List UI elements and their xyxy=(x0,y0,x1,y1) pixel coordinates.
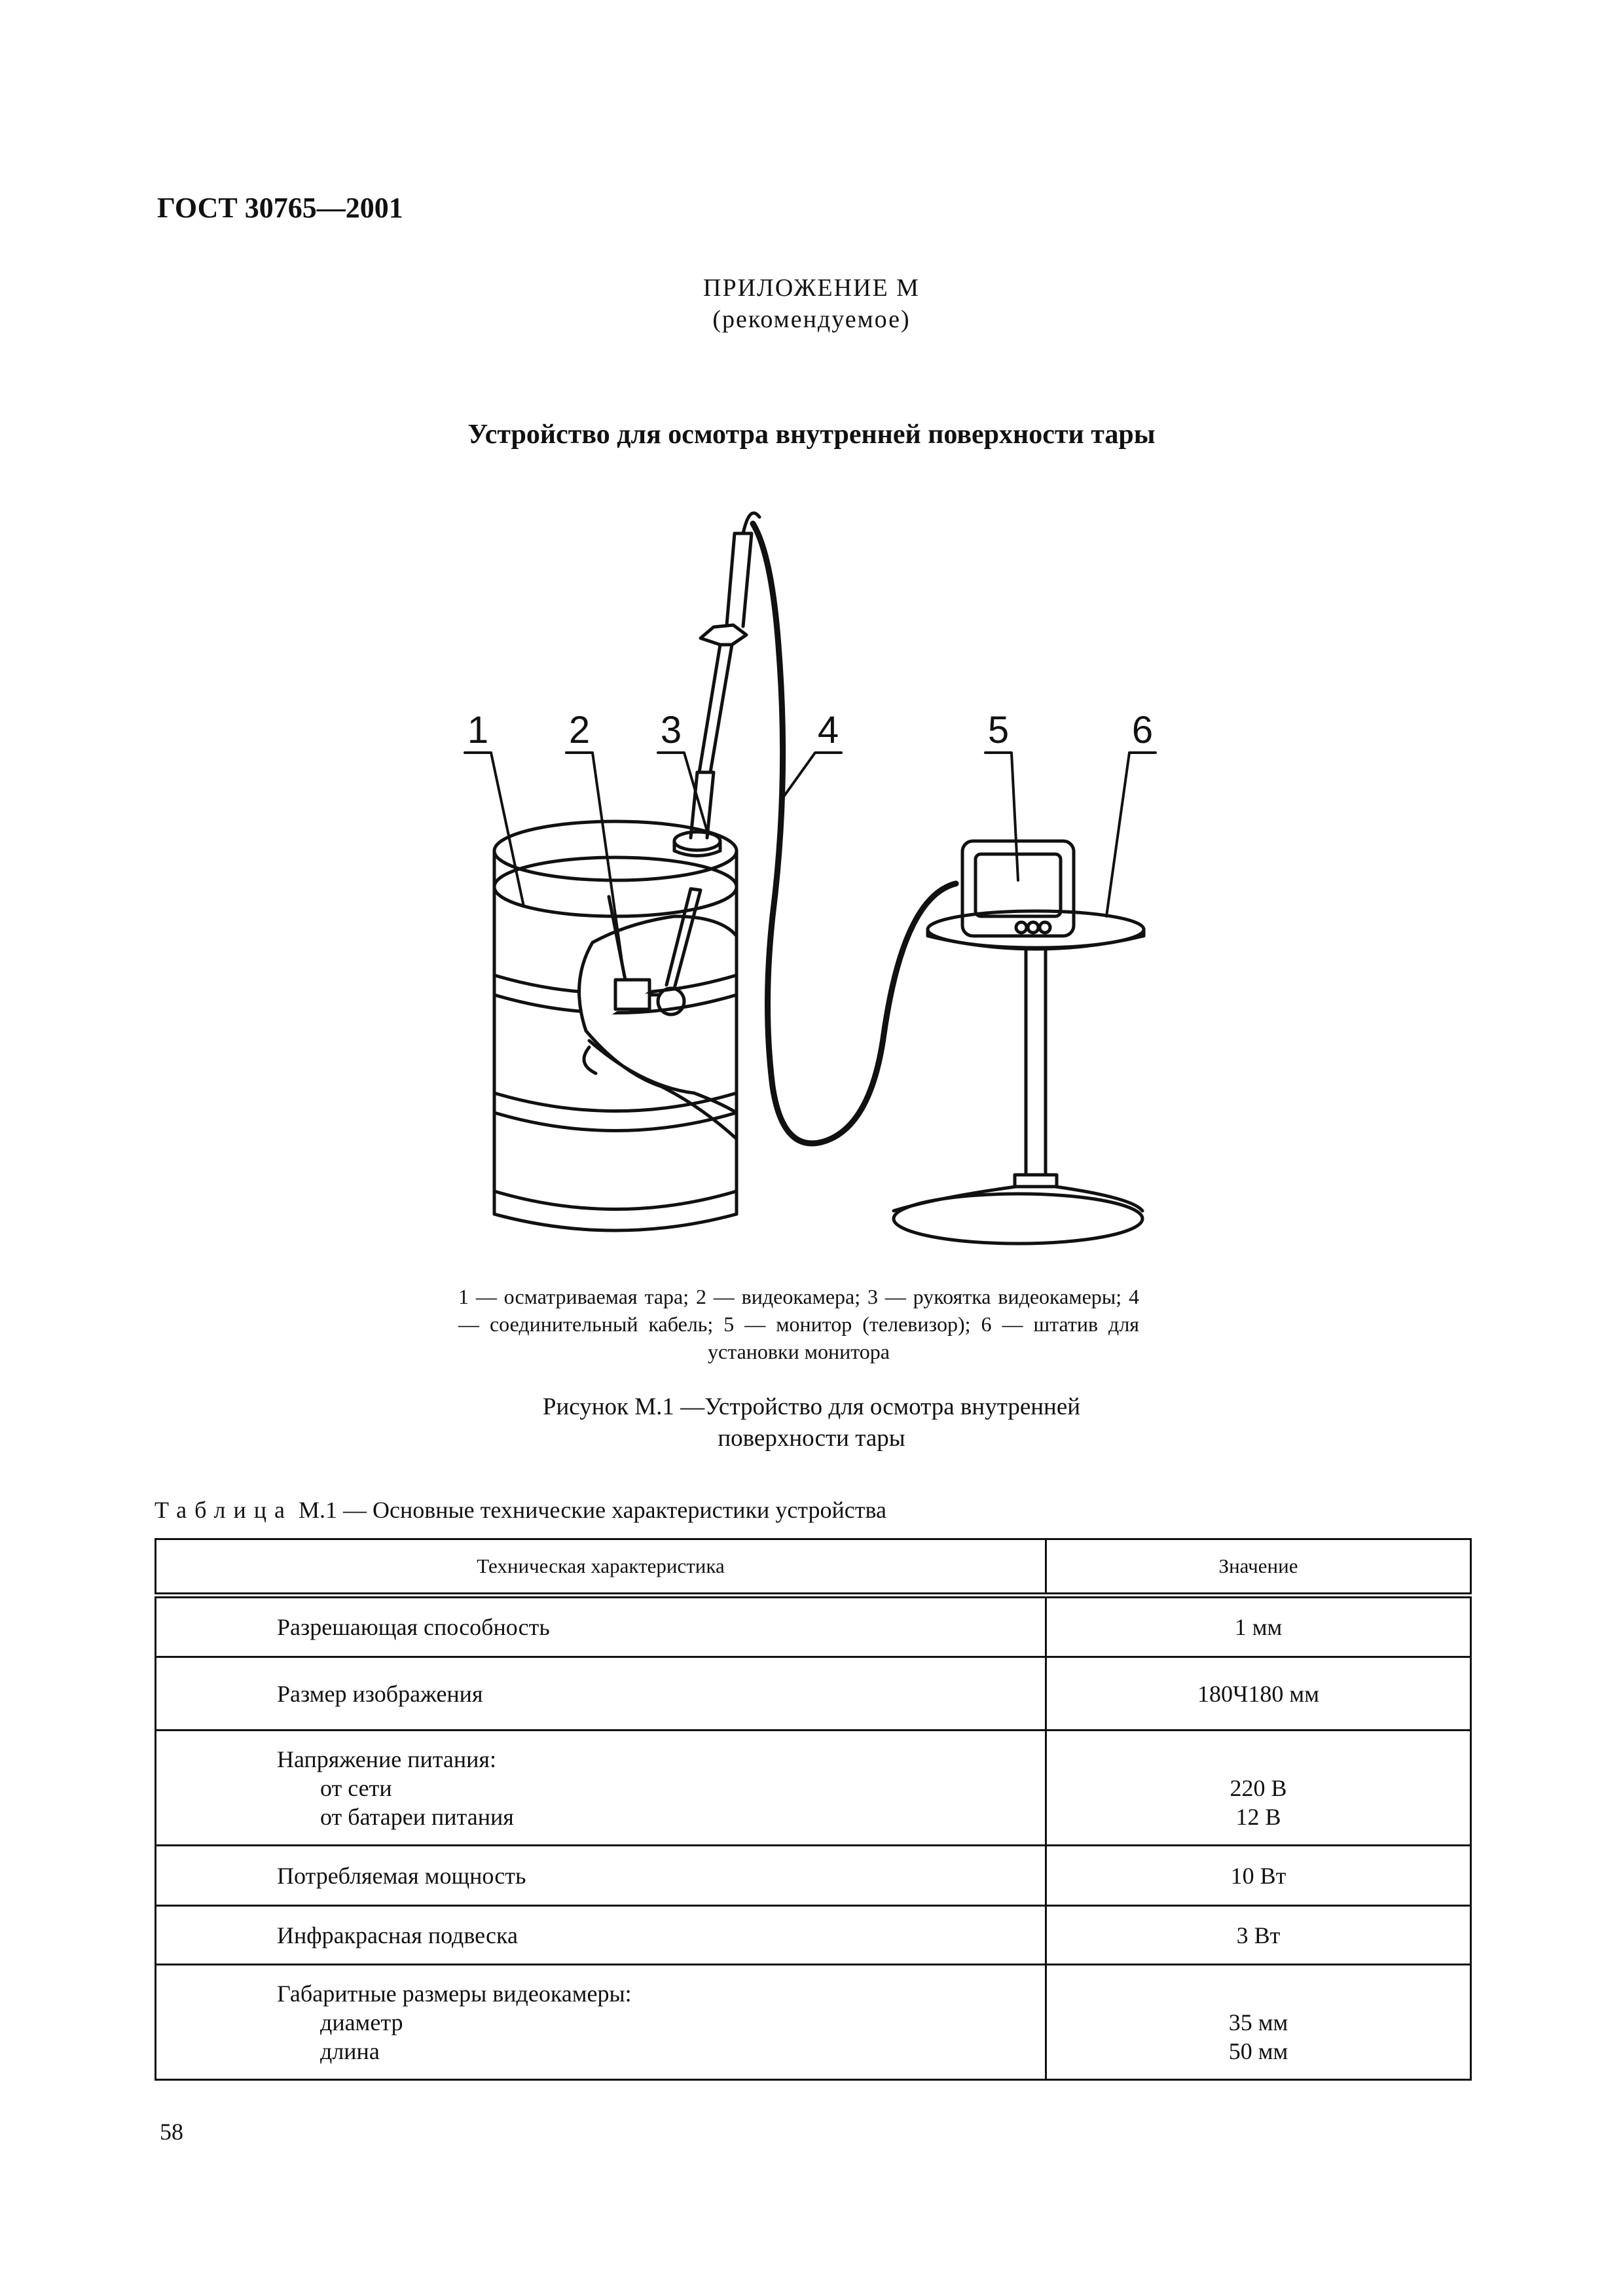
row-value: 1 мм xyxy=(1046,1596,1471,1657)
specifications-table xyxy=(155,1538,1472,2081)
table-row xyxy=(156,1846,1471,1906)
table-caption-text: М.1 — Основные технические характеристики устройства xyxy=(298,1497,886,1523)
row-subvalue: 35 мм xyxy=(1228,2009,1288,2036)
standard-number: ГОСТ 30765—2001 xyxy=(157,192,403,224)
stand-drawing xyxy=(894,911,1144,1244)
row-subitem: диаметр xyxy=(320,2009,403,2036)
handle-drawing xyxy=(674,513,759,856)
table-row xyxy=(156,1657,1471,1731)
figure-caption-line2: поверхности тары xyxy=(718,1425,905,1452)
row-value: 3 Вт xyxy=(1046,1906,1471,1965)
header-value: Значение xyxy=(1046,1539,1471,1596)
section-title: Устройство для осмотра внутренней поверхности тары xyxy=(467,420,1156,450)
row-subitem: длина xyxy=(320,2037,380,2064)
cable-drawing xyxy=(753,524,956,1143)
figure-caption xyxy=(0,1391,1623,1454)
row-subvalue: 220 В xyxy=(1230,1774,1287,1801)
row-value: 10 Вт xyxy=(1046,1846,1471,1906)
table-caption xyxy=(155,1496,886,1524)
page-number: 58 xyxy=(160,2119,183,2145)
row-value xyxy=(1046,1731,1471,1846)
figure-label-6: 6 xyxy=(1131,709,1154,751)
appendix-title: ПРИЛОЖЕНИЕ М xyxy=(703,274,920,302)
figure-legend: 1 — осматриваемая тара; 2 — видеокамера; 3 — рукоятка видеокамеры; 4 — соединительный кабель; 5 — монитор (телевизор); 6 — штатив для установки монитора xyxy=(458,1285,1139,1363)
figure-caption-line1: Рисунок М.1 —Устройство для осмотра внутренней xyxy=(542,1393,1081,1420)
table-row xyxy=(156,1965,1471,2080)
row-subitem: от батареи питания xyxy=(320,1803,514,1830)
leader-lines xyxy=(465,753,1156,975)
header-characteristic: Техническая характеристика xyxy=(156,1539,1046,1596)
figure-label-4: 4 xyxy=(817,709,839,751)
table-row xyxy=(156,1596,1471,1657)
row-name: Разрешающая способность xyxy=(156,1596,1046,1657)
row-name-main: Напряжение питания: xyxy=(277,1746,496,1772)
row-name: Инфракрасная подвеска xyxy=(156,1906,1046,1965)
row-name: Потребляемая мощность xyxy=(156,1846,1046,1906)
table-row xyxy=(156,1731,1471,1846)
figure-label-1: 1 xyxy=(467,709,489,751)
row-name-main: Габаритные размеры видеокамеры: xyxy=(277,1980,632,2007)
figure-label-2: 2 xyxy=(568,709,591,751)
table-row xyxy=(156,1906,1471,1965)
barrel-drawing xyxy=(494,821,737,1230)
figure-label-5: 5 xyxy=(987,709,1010,751)
table-header-row xyxy=(156,1539,1471,1596)
row-subvalue: 12 В xyxy=(1235,1803,1281,1830)
row-name xyxy=(156,1965,1046,2080)
row-value: 180Ч180 мм xyxy=(1046,1657,1471,1731)
row-subitem: от сети xyxy=(320,1774,392,1801)
row-name xyxy=(156,1731,1046,1846)
table-caption-prefix: Таблица xyxy=(155,1497,293,1523)
row-subvalue: 50 мм xyxy=(1228,2037,1288,2064)
row-name: Размер изображения xyxy=(156,1657,1046,1731)
appendix-note: (рекомендуемое) xyxy=(712,306,911,333)
row-value xyxy=(1046,1965,1471,2080)
figure-label-3: 3 xyxy=(660,709,682,751)
